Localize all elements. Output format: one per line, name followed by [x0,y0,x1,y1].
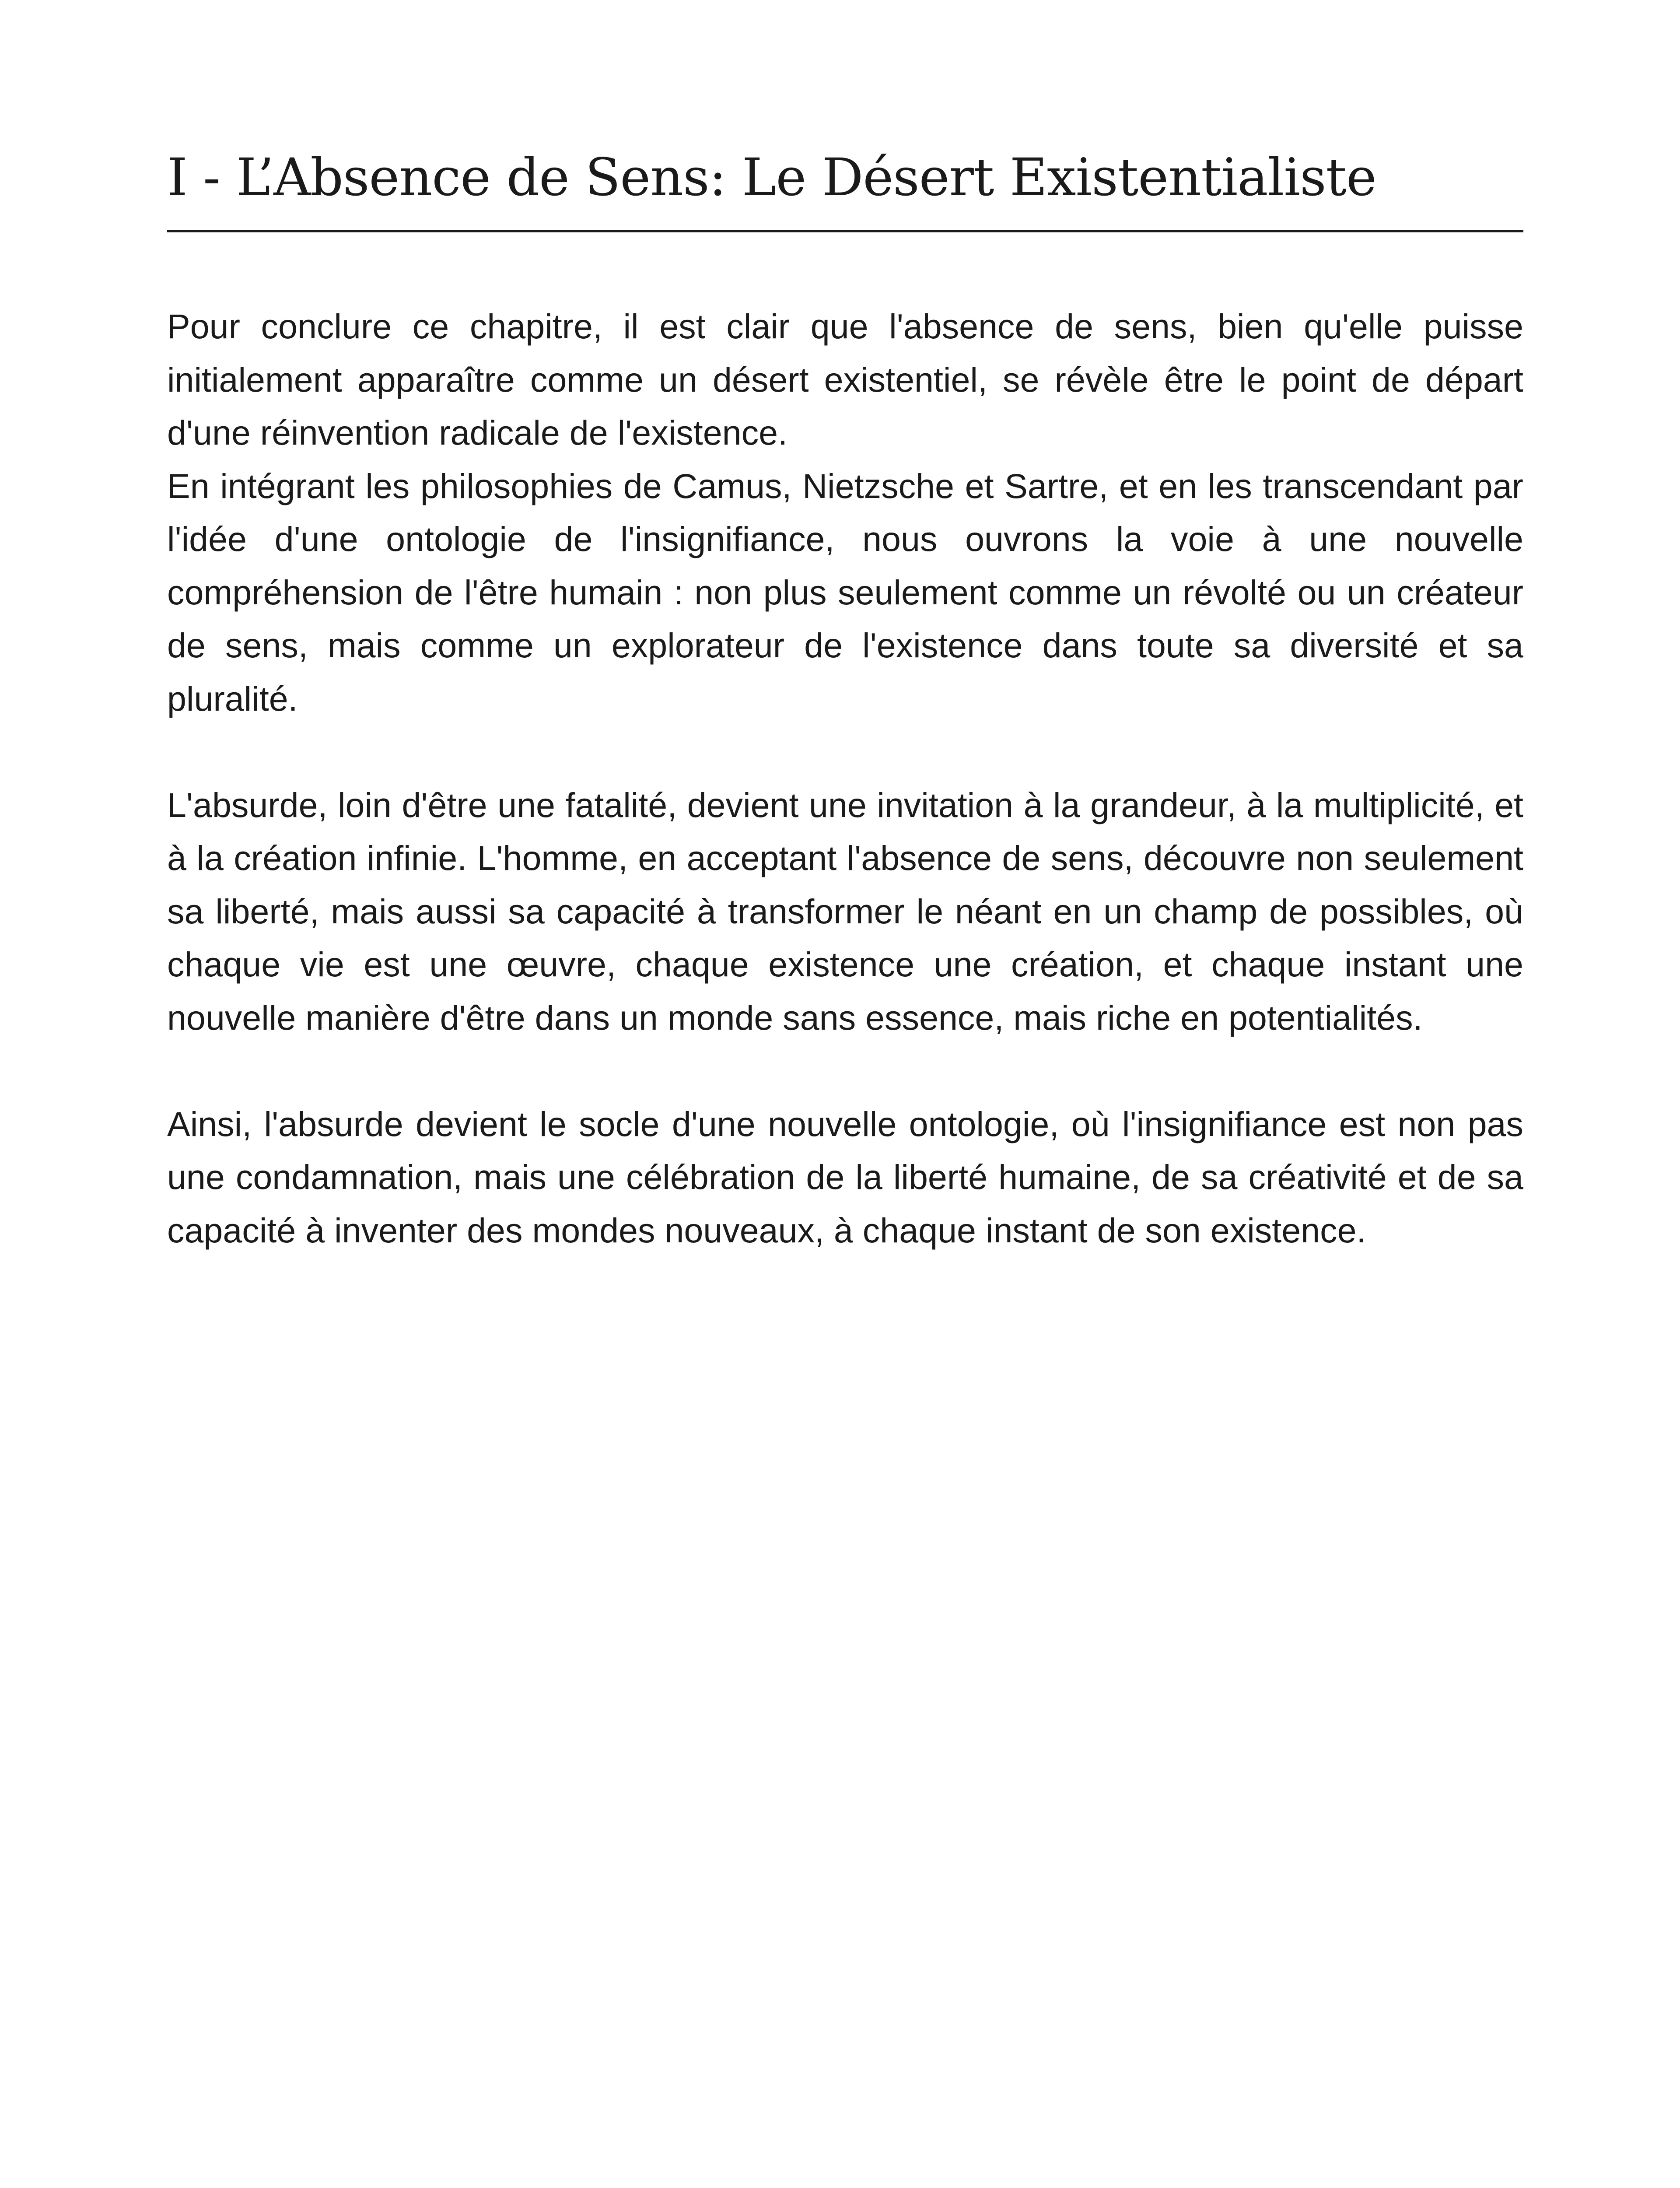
title-divider [167,230,1523,232]
paragraph-ontologie: Ainsi, l'absurde devient le socle d'une nouvelle ontologie, où l'insignifiance est non pas une condamnation, mais une célébration de la liberté humaine, de sa créativité et de sa capacité à inventer des mondes nouveaux, à chaque instant de son existence. [167,1104,1523,1250]
body-text [167,300,1523,1257]
paragraph-philosophies: En intégrant les philosophies de Camus, Nietzsche et Sartre, et en les transcendant par l'idée d'une ontologie de l'insignifiance, nous ouvrons la voie à une nouvelle compréhension de l'être humain : non plus seulement comme un révolté ou un créateur de sens, mais comme un explorateur de l'existence dans toute sa diversité et sa pluralité. [167,466,1523,718]
paragraph-conclusion: Pour conclure ce chapitre, il est clair que l'absence de sens, bien qu'elle puisse initialement apparaître comme un désert existentiel, se révèle être le point de départ d'une réinvention radicale de l'existence. [167,307,1523,452]
paragraph-absurde: L'absurde, loin d'être une fatalité, devient une invitation à la grandeur, à la multiplicité, et à la création infinie. L'homme, en acceptant l'absence de sens, découvre non seulement sa liberté, mais aussi sa capacité à transformer le néant en un champ de possibles, où chaque vie est une œuvre, chaque existence une création, et chaque instant une nouvelle manière d'être dans un monde sans essence, mais riche en potentialités. [167,785,1523,1037]
page-title: I - L’Absence de Sens: Le Désert Existentialiste [167,147,1376,207]
